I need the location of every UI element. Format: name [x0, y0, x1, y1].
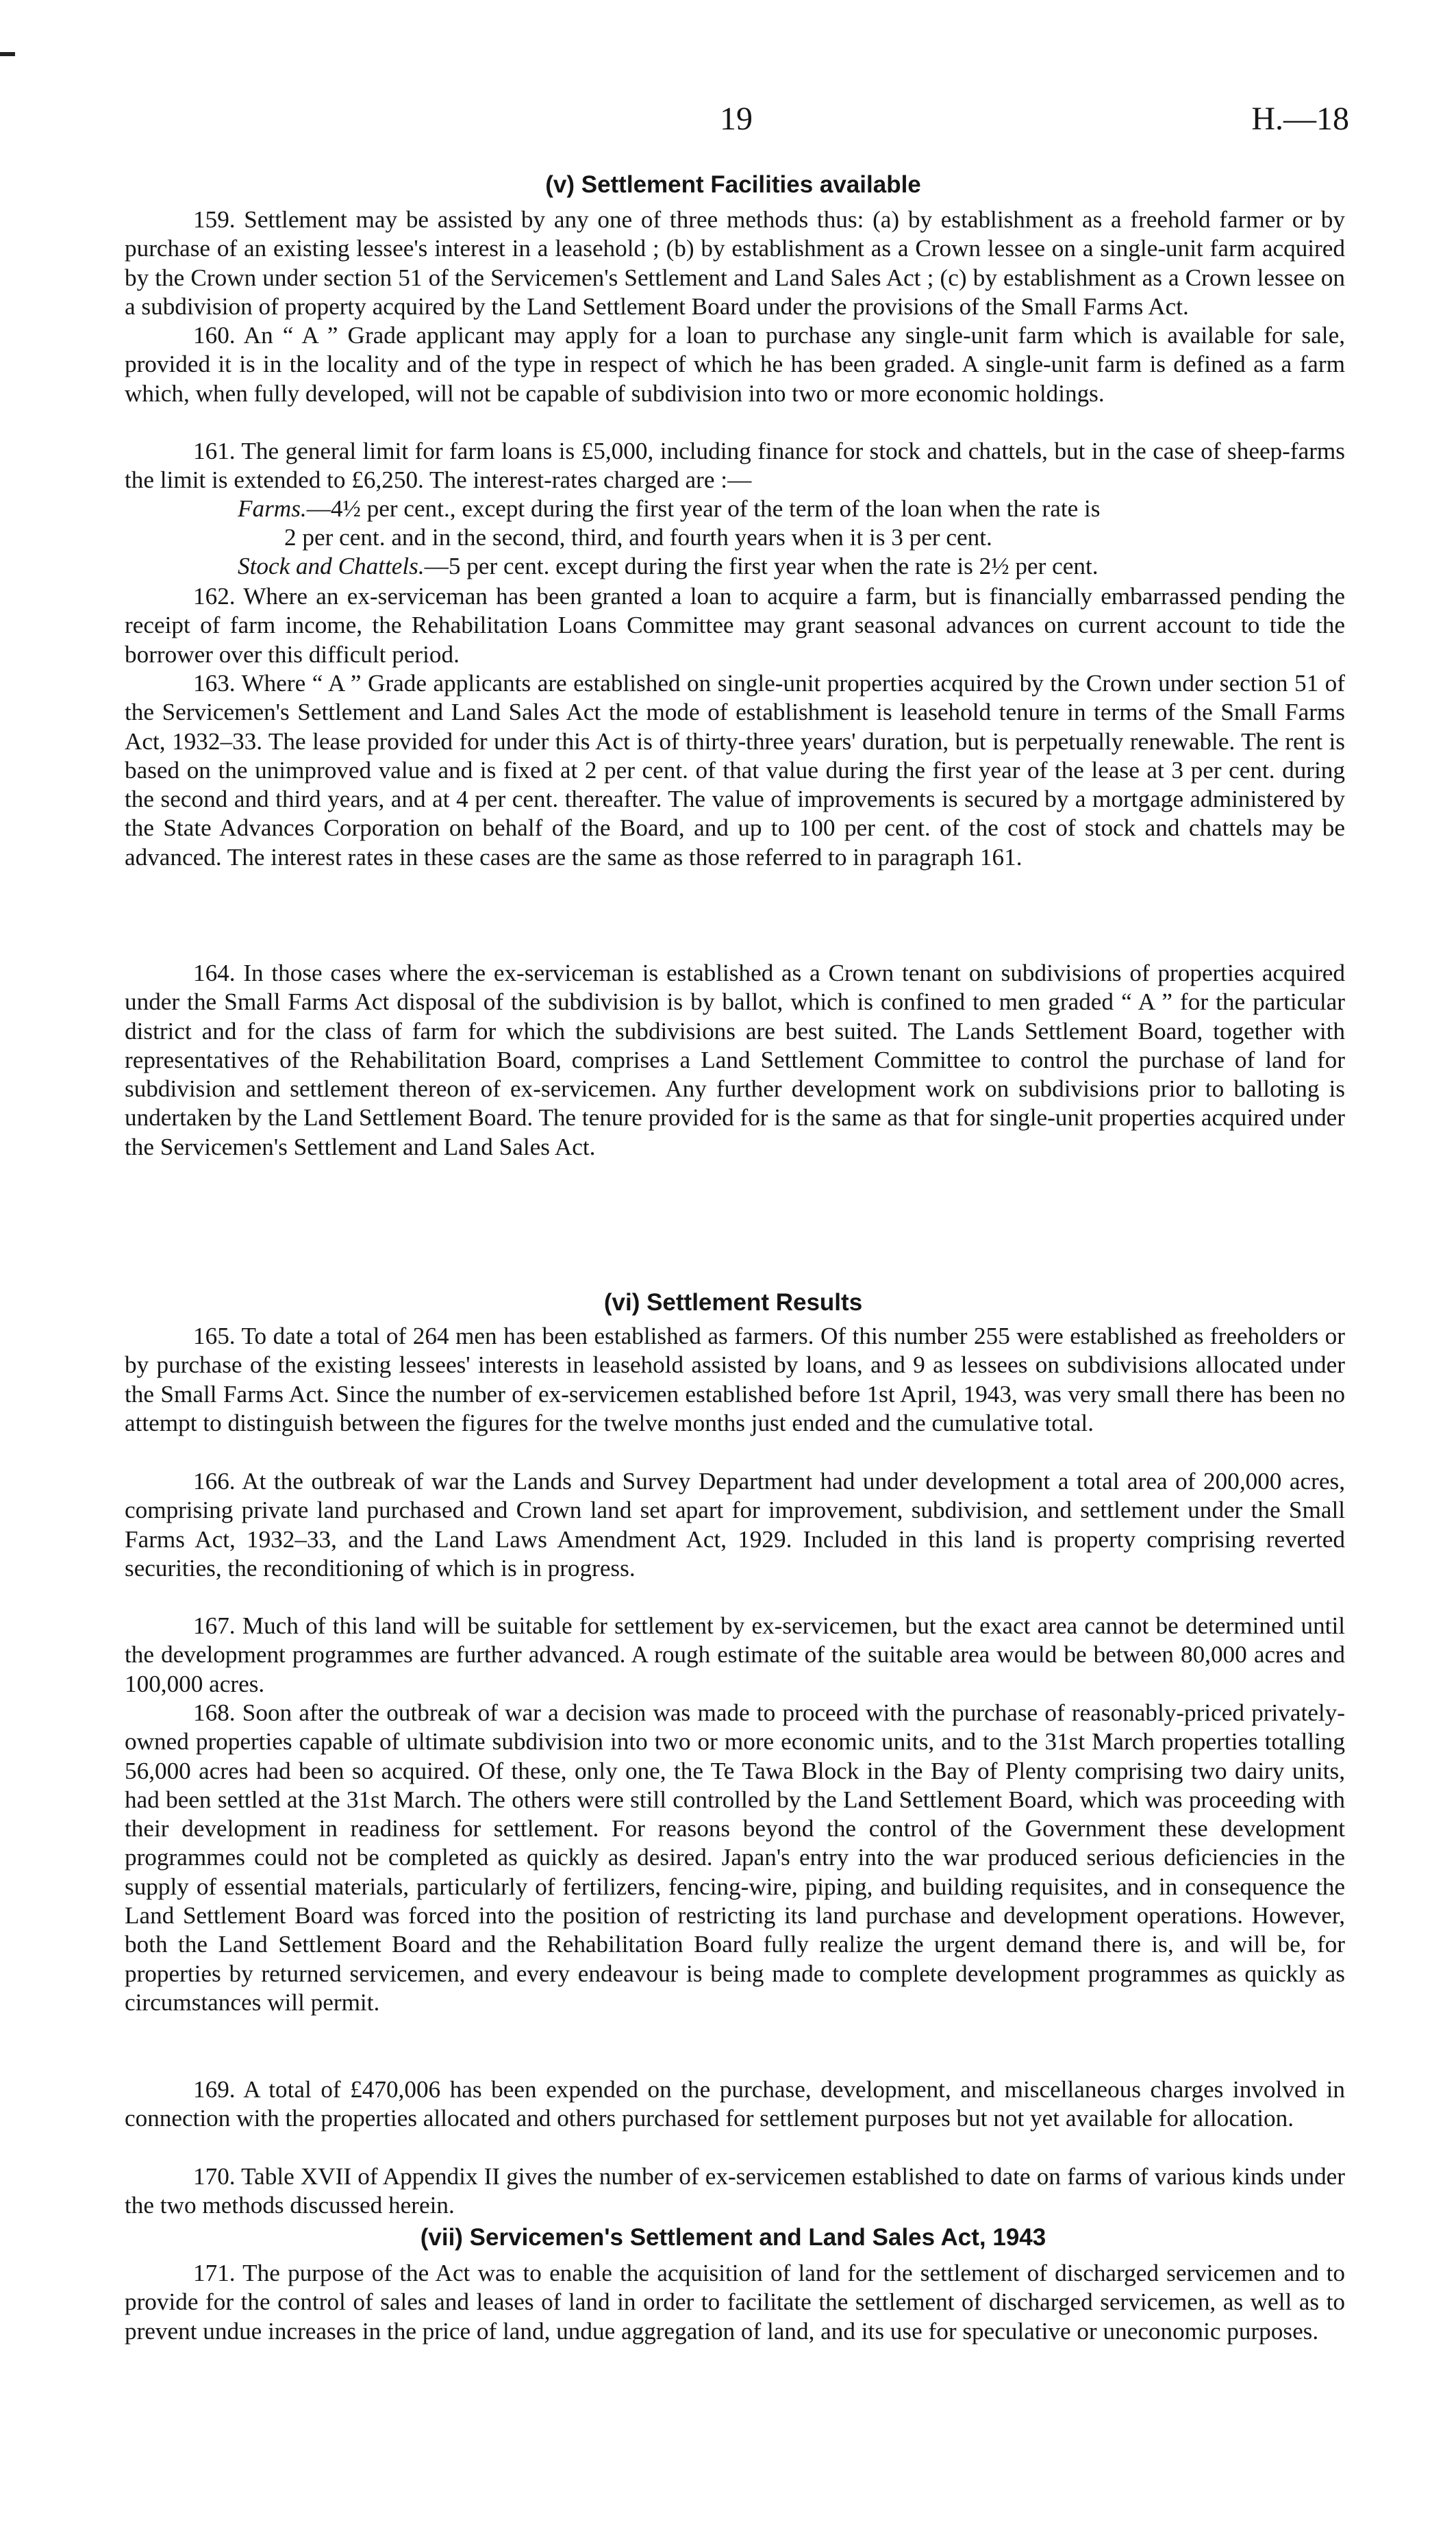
paragraph-163: 163. Where “ A ” Grade applicants are established on single-unit properties acquired by the Crown under section 51 of the Servicemen's Settlement and Land Sales Act the mode of establishment is leasehold tenure in terms of the Small Farms Act, 1932–33. The lease provided for under this Act is of thirty-three years' duration, but is perpetually renewable. The rent is based on the unimproved value and is fixed at 2 per cent. of that value during the first year of the lease at 3 per cent. during the second and third years, and at 4 per cent. thereafter. The value of improvements is secured by a mortgage administered by the State Advances Corporation on behalf of the Board, and up to 100 per cent. of the cost of stock and chattels may be advanced. The interest rates in these cases are the same as those referred to in paragraph 161.: [125, 670, 1345, 871]
paragraph-165: 165. To date a total of 264 men has been established as farmers. Of this number 255 were established as freeholders or by purchase of the existing lessees' interests in leasehold assisted by loans, and 9 as lessees on subdivisions allocated under the Small Farms Act. Since the number of ex-servicemen established before 1st April, 1943, was very small there has been no attempt to distinguish between the figures for the twelve months just ended and the cumulative total.: [125, 1323, 1345, 1436]
margin-mark: [0, 52, 15, 56]
farms-rate-line-1: [238, 495, 1101, 523]
paragraph-166: 166. At the outbreak of war the Lands and Survey Department had under development a total area of 200,000 acres, comprising private land purchased and Crown land set apart for improvement, subdivision, and settlement under the Small Farms Act, 1932–33, and the Land Laws Amendment Act, 1929. Included in this land is property comprising reverted securities, the reconditioning of which is in progress.: [125, 1468, 1345, 1582]
page-number: 19: [720, 101, 753, 137]
section-vii-heading: (vii) Servicemen's Settlement and Land Sales Act, 1943: [420, 2224, 1046, 2251]
document-reference: H.—18: [1251, 101, 1349, 137]
paragraph-164: 164. In those cases where the ex-serviceman is established as a Crown tenant on subdivisions of properties acquired under the Small Farms Act disposal of the subdivision is by ballot, which is confined to men graded “ A ” for the particular district and for the class of farm for which the subdivisions are best suited. The Lands Settlement Board, together with representatives of the Rehabilitation Board, comprises a Land Settlement Committee to control the purchase of land for subdivision and settlement thereon of ex-servicemen. Any further development work on subdivisions prior to balloting is undertaken by the Land Settlement Board. The tenure provided for is the same as that for single-unit properties acquired under the Servicemen's Settlement and Land Sales Act.: [125, 960, 1345, 1160]
paragraph-159: 159. Settlement may be assisted by any one of three methods thus: (a) by establishment as a freehold farmer or by purchase of an existing lessee's interest in a leasehold ; (b) by establishment as a Crown lessee on a single-unit farm acquired by the Crown under section 51 of the Servicemen's Settlement and Land Sales Act ; (c) by establishment as a Crown lessee on a subdivision of property acquired by the Land Settlement Board under the provisions of the Small Farms Act.: [125, 206, 1345, 320]
section-v-heading: (v) Settlement Facilities available: [545, 171, 921, 198]
stock-rate-line: [238, 552, 1099, 581]
farms-label: Farms.: [238, 495, 307, 522]
paragraph-162: 162. Where an ex-serviceman has been granted a loan to acquire a farm, but is financially embarrassed pending the receipt of farm income, the Rehabilitation Loans Committee may grant seasonal advances on current account to tide the borrower over this difficult period.: [125, 583, 1345, 668]
section-vi-heading: (vi) Settlement Results: [603, 1289, 863, 1316]
farms-rate-line-2: 2 per cent. and in the second, third, and fourth years when it is 3 per cent.: [284, 524, 992, 551]
paragraph-169: 169. A total of £470,006 has been expended on the purchase, development, and miscellaneous charges involved in connection with the properties allocated and others purchased for settlement purposes but not yet available for allocation.: [125, 2076, 1345, 2132]
farms-rate-text: —4½ per cent., except during the first year of the term of the loan when the rate is: [306, 495, 1101, 522]
stock-rate-text: —5 per cent. except during the first year when the rate is 2½ per cent.: [424, 553, 1099, 579]
stock-chattels-label: Stock and Chattels.: [238, 553, 425, 579]
paragraph-167: 167. Much of this land will be suitable for settlement by ex-servicemen, but the exact area cannot be determined until the development programmes are further advanced. A rough estimate of the suitable area would be between 80,000 acres and 100,000 acres.: [125, 1612, 1345, 1697]
paragraph-168: 168. Soon after the outbreak of war a decision was made to proceed with the purchase of reasonably-priced privately-owned properties capable of ultimate subdivision into two or more economic units, and to the 31st March properties totalling 56,000 acres had been so acquired. Of these, only one, the Te Tawa Block in the Bay of Plenty comprising two dairy units, had been settled at the 31st March. The others were still controlled by the Land Settlement Board, which was proceeding with their development in readiness for settlement. For reasons beyond the control of the Government these development programmes could not be completed as quickly as desired. Japan's entry into the war produced serious deficiencies in the supply of essential materials, particularly of fertilizers, fencing-wire, piping, and building requisites, and in consequence the Land Settlement Board was forced into the position of restricting its land purchase and development operations. However, both the Land Settlement Board and the Rehabilitation Board fully realize the urgent demand there is, and will be, for properties by returned servicemen, and every endeavour is being made to complete development programmes as quickly as circumstances will permit.: [125, 1699, 1345, 2016]
paragraph-171: 171. The purpose of the Act was to enable the acquisition of land for the settlement of discharged servicemen and to provide for the control of sales and leases of land in order to facilitate the settlement of discharged servicemen, as well as to prevent undue increases in the price of land, undue aggregation of land, and its use for speculative or uneconomic purposes.: [125, 2260, 1345, 2345]
paragraph-170: 170. Table XVII of Appendix II gives the number of ex-servicemen established to date on farms of various kinds under the two methods discussed herein.: [125, 2163, 1345, 2219]
paragraph-161: 161. The general limit for farm loans is £5,000, including finance for stock and chattels, but in the case of sheep-farms the limit is extended to £6,250. The interest-rates charged are :—: [125, 438, 1345, 494]
paragraph-160: 160. An “ A ” Grade applicant may apply for a loan to purchase any single-unit farm which is available for sale, provided it is in the locality and of the type in respect of which he has been graded. A single-unit farm is defined as a farm which, when fully developed, will not be capable of subdivision into two or more economic holdings.: [125, 322, 1345, 407]
